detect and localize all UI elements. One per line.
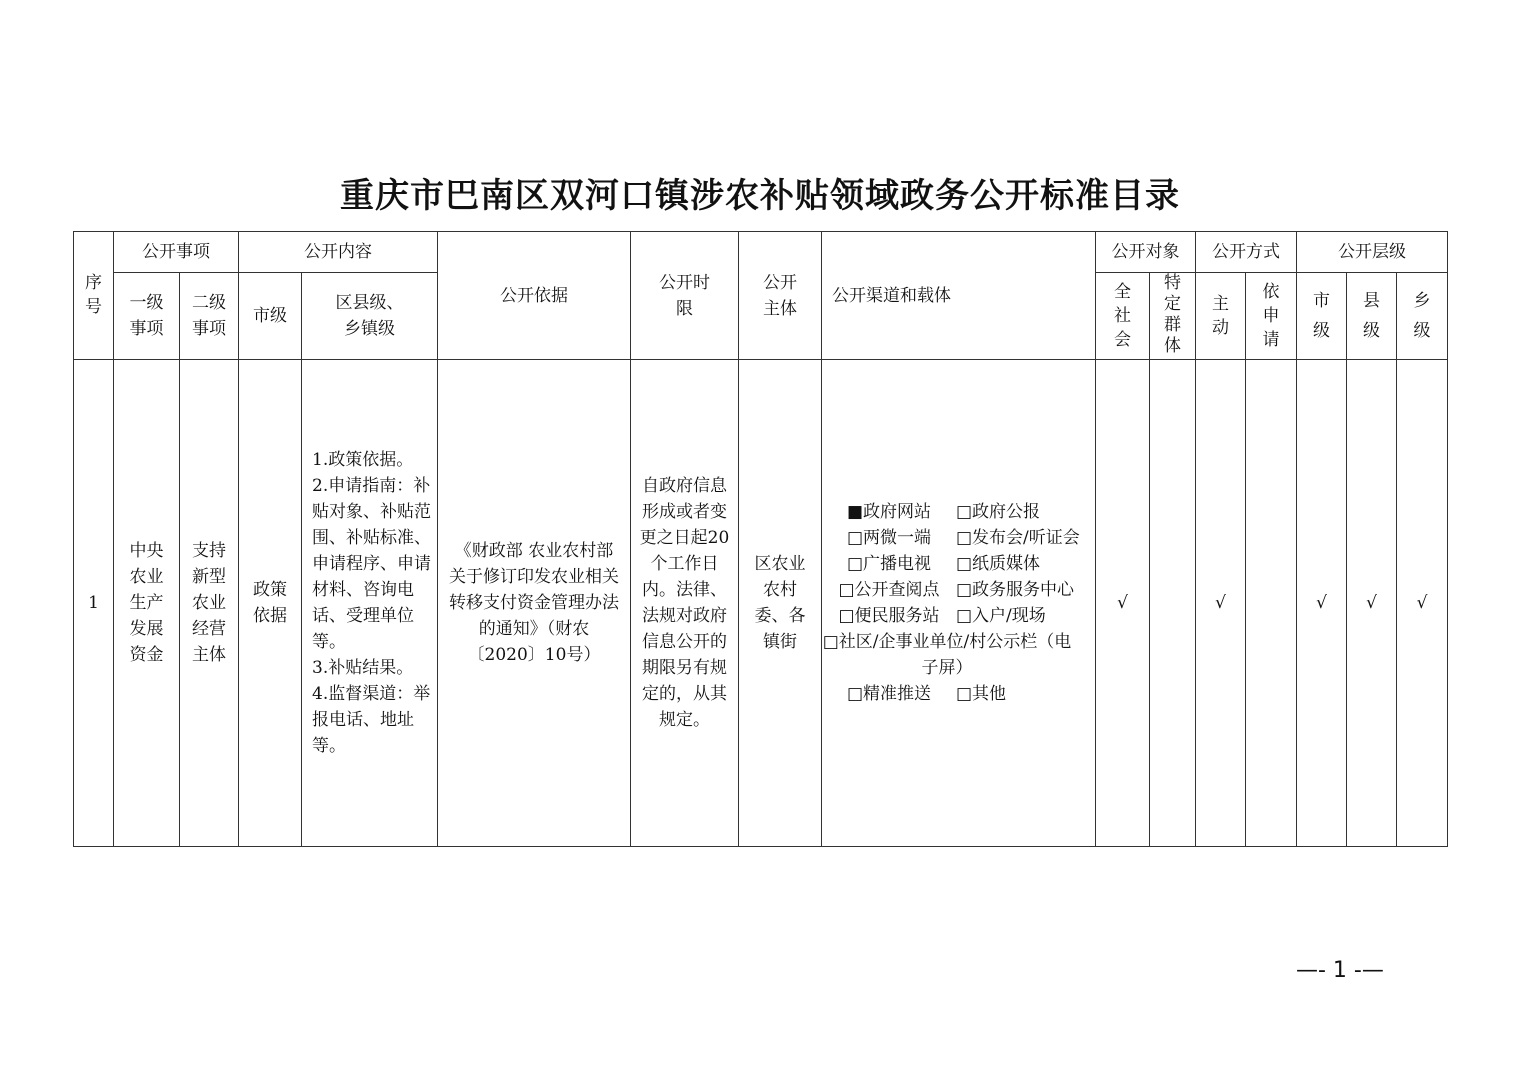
header-method: 公开方式 xyxy=(1196,232,1297,273)
header-content-city: 市级 xyxy=(239,273,302,360)
header-subject: 公开主体 xyxy=(739,232,822,360)
document-title: 重庆市巴南区双河口镇涉农补贴领域政务公开标准目录 xyxy=(340,176,1180,216)
channel-broadcast: □广播电视 xyxy=(846,554,932,574)
channel-wechat-weibo-app: □两微一端 xyxy=(846,528,932,548)
cell-basis: 《财政部 农业农村部关于修订印发农业相关转移支付资金管理办法的通知》（财农〔2020〕10号） xyxy=(438,360,631,847)
cell-content-city: 政策依据 xyxy=(239,360,302,847)
channel-notice-board: □社区/企事业单位/村公示栏（电子屏） xyxy=(822,632,1072,678)
header-seq: 序号 xyxy=(74,232,114,360)
header-content-county: 区县级、乡镇级 xyxy=(302,273,438,360)
cell-matter-l2: 支持新型农业经营主体 xyxy=(180,360,239,847)
channel-press-hearing: □发布会/听证会 xyxy=(956,528,1080,548)
header-level-town: 乡级 xyxy=(1397,273,1448,360)
header-content: 公开内容 xyxy=(239,232,438,273)
content-item: 1.政策依据。 xyxy=(312,450,414,470)
cell-level-city-check: √ xyxy=(1297,360,1347,847)
header-level-county: 县级 xyxy=(1347,273,1397,360)
channel-door-to-door: □入户/现场 xyxy=(956,606,1046,626)
header-matter-l2: 二级事项 xyxy=(180,273,239,360)
channel-service-station: □便民服务站 xyxy=(838,606,940,626)
cell-method-active-check: √ xyxy=(1196,360,1246,847)
channel-other: □其他 xyxy=(956,684,1007,704)
content-item: 3.补贴结果。 xyxy=(312,658,414,678)
channel-gov-website: ■政府网站 xyxy=(846,502,932,522)
cell-level-town-check: √ xyxy=(1397,360,1448,847)
cell-level-county-check: √ xyxy=(1347,360,1397,847)
disclosure-table xyxy=(73,231,1448,847)
header-audience-all: 全社会 xyxy=(1096,273,1150,360)
header-audience-specific: 特定群体 xyxy=(1150,273,1196,360)
header-time-limit: 公开时限 xyxy=(631,232,739,360)
channel-service-center: □政务服务中心 xyxy=(956,580,1075,600)
channel-reading-point: □公开查阅点 xyxy=(838,580,940,600)
cell-matter-l1: 中央农业生产发展资金 xyxy=(114,360,180,847)
channel-gov-gazette: □政府公报 xyxy=(956,502,1041,522)
channel-print-media: □纸质媒体 xyxy=(956,554,1041,574)
header-method-active: 主动 xyxy=(1196,273,1246,360)
cell-subject: 区农业农村委、各镇街 xyxy=(739,360,822,847)
cell-method-request-check xyxy=(1246,360,1297,847)
header-matter-l1: 一级事项 xyxy=(114,273,180,360)
channel-targeted-push: □精准推送 xyxy=(846,684,932,704)
header-audience: 公开对象 xyxy=(1096,232,1196,273)
cell-channels xyxy=(822,360,1096,847)
cell-seq: 1 xyxy=(74,360,114,847)
header-row-1 xyxy=(74,232,1448,273)
content-item: 2.申请指南：补贴对象、补贴范围、补贴标准、申请程序、申请材料、咨询电话、受理单位等。 xyxy=(312,476,431,652)
header-level-city: 市级 xyxy=(1297,273,1347,360)
cell-content-county xyxy=(302,360,438,847)
table-row xyxy=(74,360,1448,847)
page-number: —- 1 -— xyxy=(1296,958,1384,983)
cell-time-limit: 自政府信息形成或者变更之日起20个工作日内。法律、法规对政府信息公开的期限另有规定的，从其规定。 xyxy=(631,360,739,847)
header-matters: 公开事项 xyxy=(114,232,239,273)
header-channels: 公开渠道和载体 xyxy=(822,232,1096,360)
header-level: 公开层级 xyxy=(1297,232,1448,273)
content-item: 4.监督渠道：举报电话、地址等。 xyxy=(312,684,431,756)
cell-audience-specific-check xyxy=(1150,360,1196,847)
header-method-request: 依申请 xyxy=(1246,273,1297,360)
cell-audience-all-check: √ xyxy=(1096,360,1150,847)
header-basis: 公开依据 xyxy=(438,232,631,360)
